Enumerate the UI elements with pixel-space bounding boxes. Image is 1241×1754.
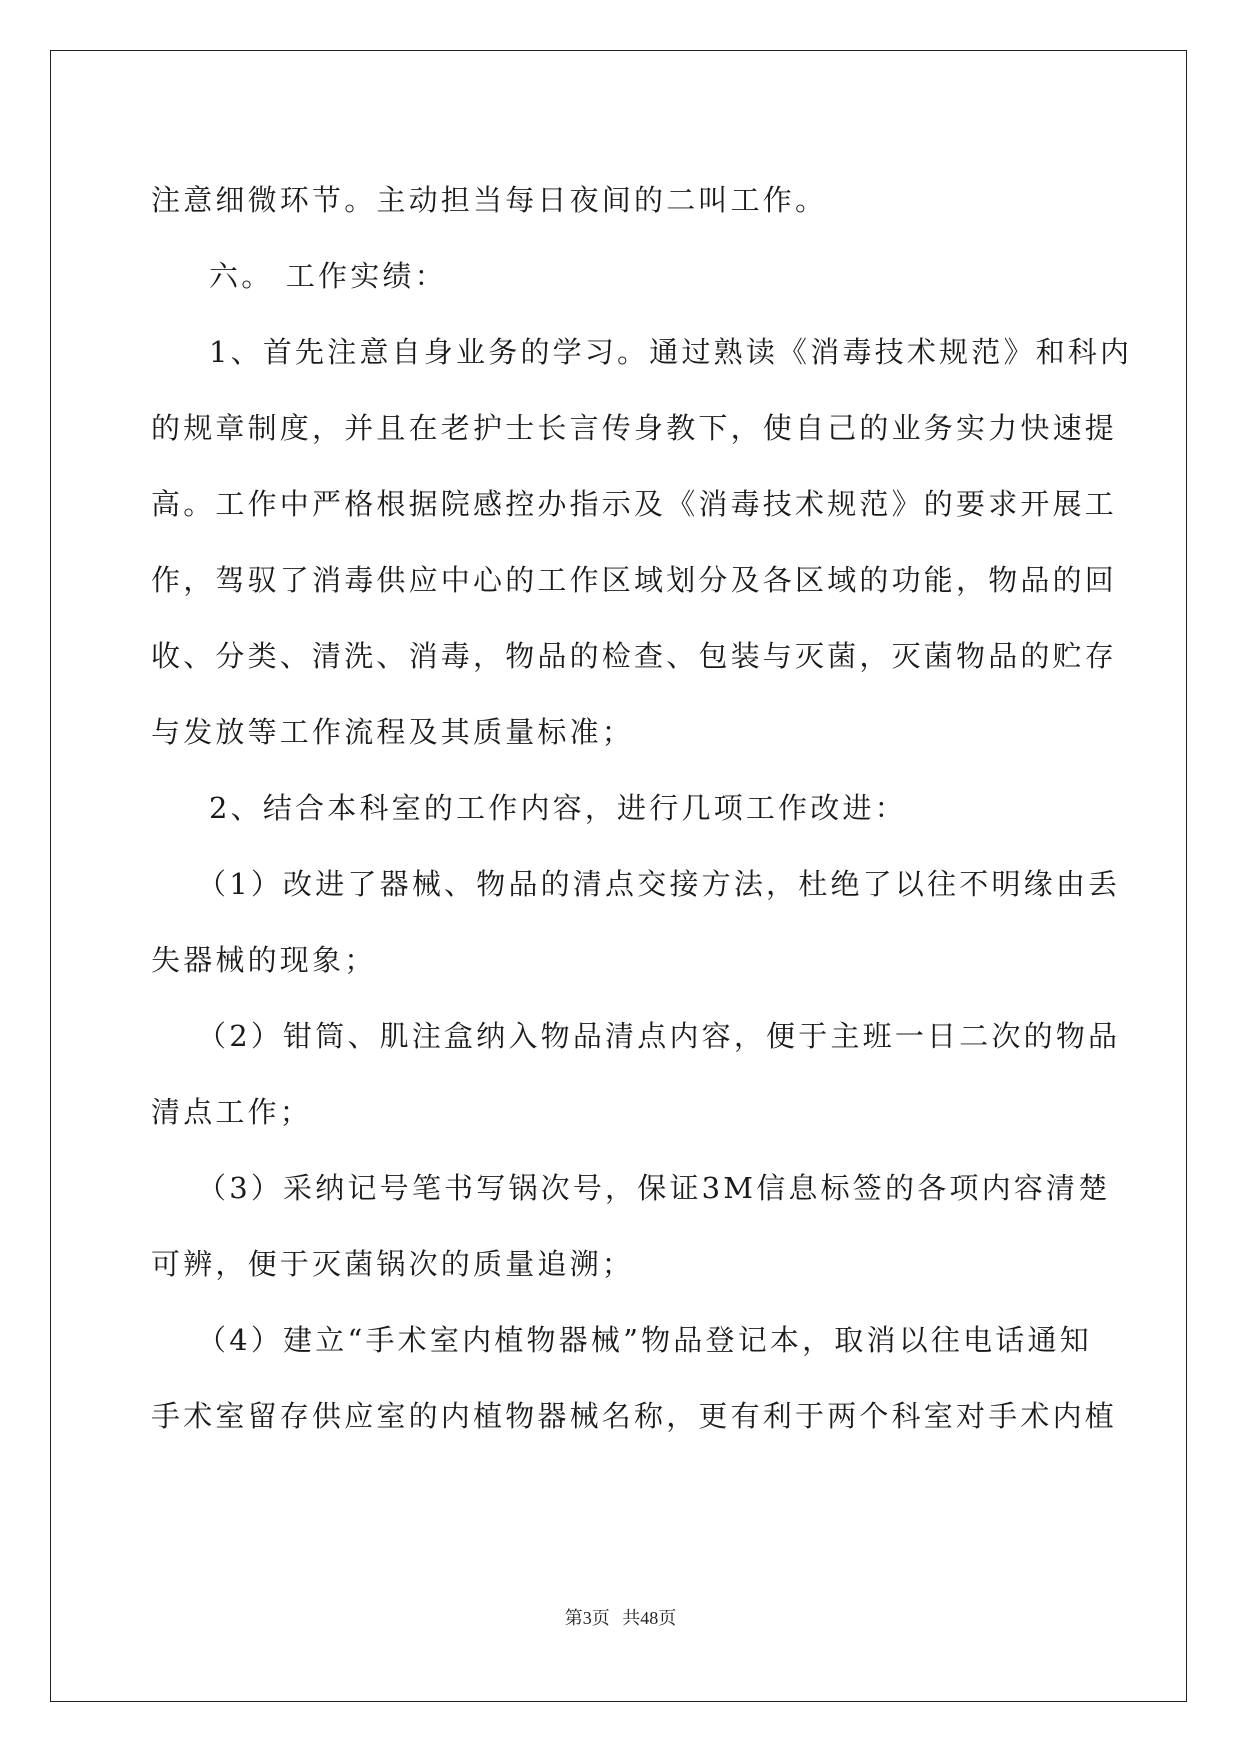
text-line: 手术室留存供应室的内植物器械名称，更有利于两个科室对手术内植 — [151, 1399, 1118, 1433]
text-line: 2、结合本科室的工作内容，进行几项工作改进： — [209, 791, 907, 825]
section-heading: 六。 工作实绩： — [209, 259, 447, 293]
text-line: 失器械的现象； — [151, 943, 377, 977]
document-body — [151, 162, 1133, 1454]
text-line: 收、分类、清洗、消毒，物品的检查、包装与灭菌，灭菌物品的贮存 — [151, 639, 1118, 673]
text-line: 清点工作； — [151, 1095, 313, 1129]
list-item: （1）改进了器械、物品的清点交接方法，杜绝了以往不明缘由丢 — [197, 867, 1121, 901]
text-line: 作，驾驭了消毒供应中心的工作区域划分及各区域的功能，物品的回 — [151, 563, 1118, 597]
list-item: （3）采纳记号笔书写锅次号，保证3M信息标签的各项内容清楚 — [197, 1171, 1111, 1205]
page-number: 第3页 — [564, 1608, 610, 1628]
list-item: （4）建立“手术室内植物器械”物品登记本，取消以往电话通知 — [197, 1323, 1092, 1357]
text-line: 注意细微环节。主动担当每日夜间的二叫工作。 — [151, 183, 828, 217]
text-line: 1、首先注意自身业务的学习。通过熟读《消毒技术规范》和科内 — [209, 335, 1133, 369]
text-line: 高。工作中严格根据院感控办指示及《消毒技术规范》的要求开展工 — [151, 487, 1118, 521]
page-footer — [0, 1604, 1241, 1630]
text-line: 的规章制度，并且在老护士长言传身教下，使自己的业务实力快速提 — [151, 411, 1118, 445]
text-line: 可辨，便于灭菌锅次的质量追溯； — [151, 1247, 635, 1281]
total-pages: 共48页 — [622, 1608, 677, 1628]
list-item: （2）钳筒、肌注盒纳入物品清点内容，便于主班一日二次的物品 — [197, 1019, 1121, 1053]
text-line: 与发放等工作流程及其质量标准； — [151, 715, 635, 749]
